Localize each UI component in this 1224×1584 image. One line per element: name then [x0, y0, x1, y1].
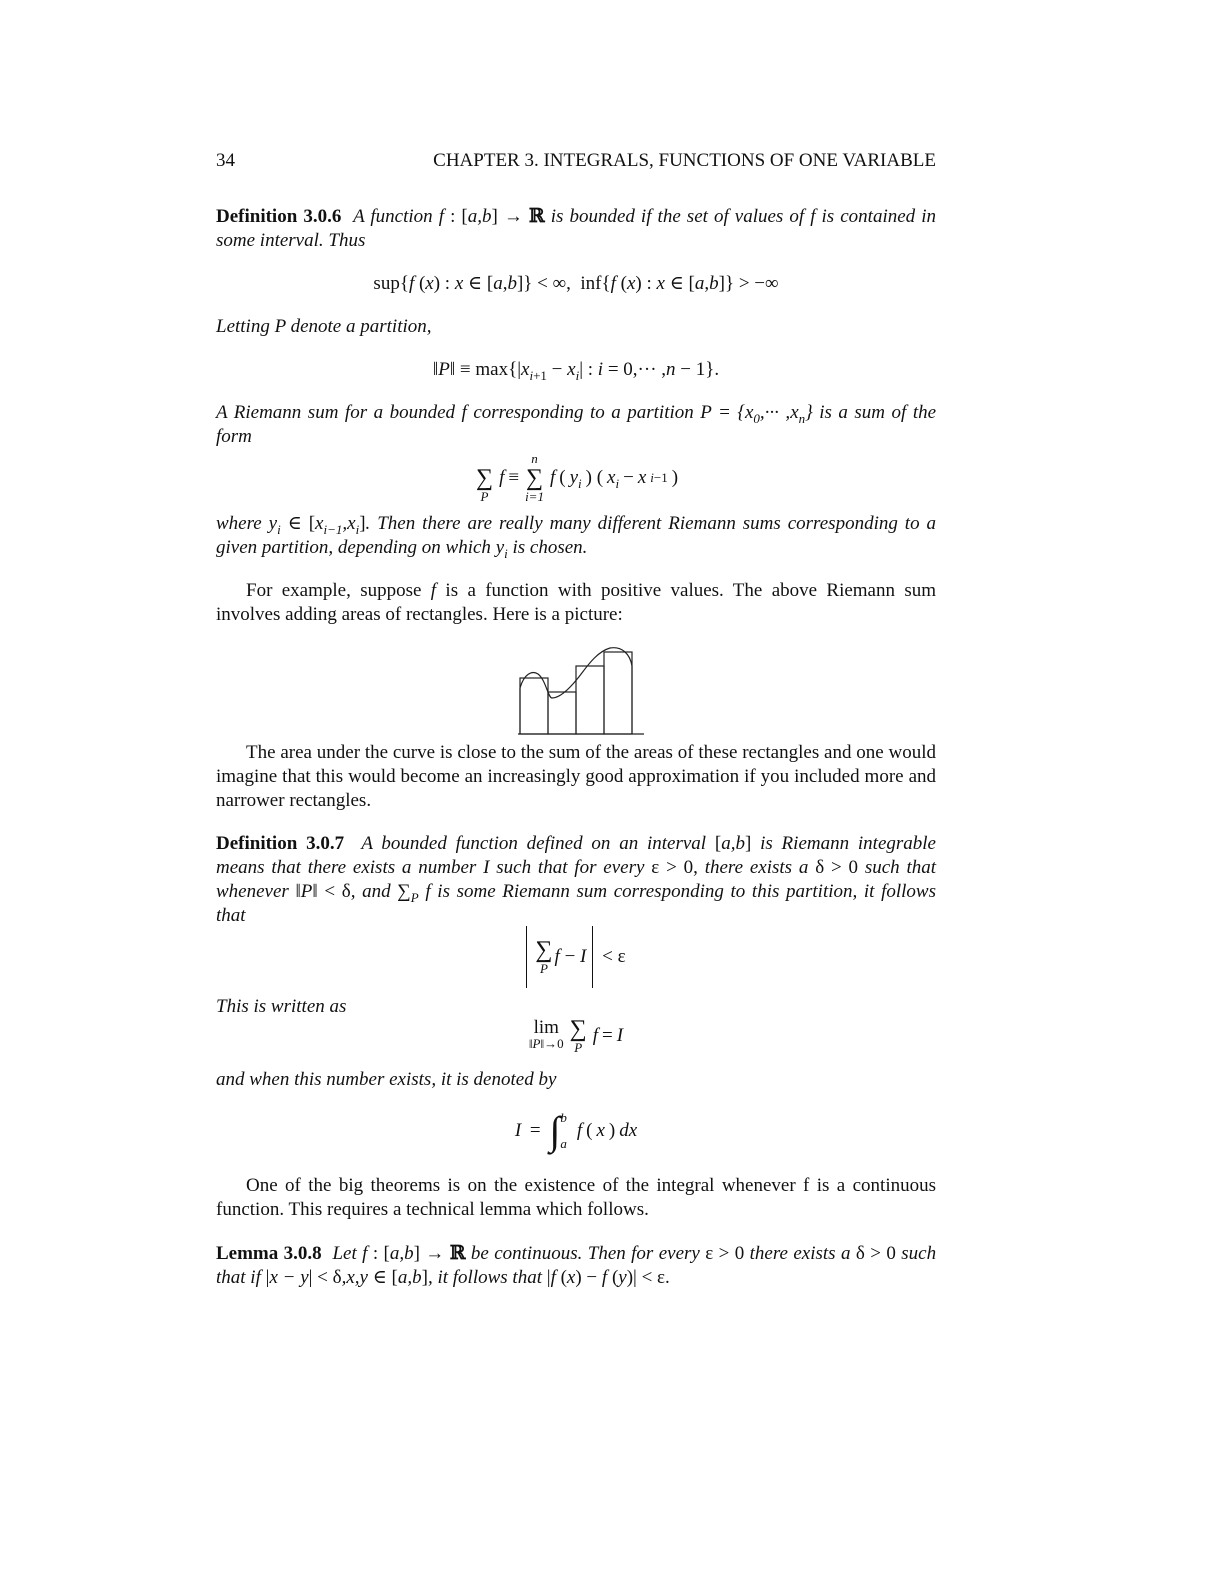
chapter-title: CHAPTER 3. INTEGRALS, FUNCTIONS OF ONE VARIABLE [433, 150, 936, 171]
lemma-label: Lemma 3.0.8 [216, 1243, 322, 1264]
example-paragraph: For example, suppose f is a function with positive values. The above Riemann sum involves adding areas of rectangles. Here is a picture: [216, 580, 937, 625]
page-header [216, 150, 936, 174]
definition-3-0-7: Definition 3.0.7 A bounded function defined on an interval [a,b] is Riemann integrable means that there exists a number I such that for every ε > 0, there exists a δ > 0 such that whenever ‖P‖ < δ, and $\sum_P$ f is some Riemann sum corresponding to this partition, it follows that [216, 833, 937, 926]
rectangle-1 [520, 678, 548, 734]
sup-inf-equation: sup{f (x) : x ∈ [a,b]} < ∞, inf{f (x) : x ∈ [a,b]} > −∞ [373, 273, 779, 294]
definition-label: Definition 3.0.6 [216, 206, 342, 227]
letting-partition-text: Letting P denote a partition, [216, 316, 432, 337]
integral-equation: I = ∫ b a f ( x ) dx [514, 1108, 638, 1153]
partition-norm-equation: ‖P‖ ≡ $\max\{|x_{i+1} - x_i|$ : i = 0,··· ,n − 1}. [432, 359, 720, 383]
denoted-by-text: and when this number exists, it is denoted by [216, 1069, 557, 1090]
area-approximation-paragraph: The area under the curve is close to the sum of the areas of these rectangles and one would imagine that this would become an increasingly good approximation if you included more and narrower rectangles. [216, 742, 936, 811]
riemann-integrable-inequality: ∑ P f − I < ε [216, 926, 936, 988]
definition-label: Definition 3.0.7 [216, 833, 345, 854]
limit-equation: lim ‖P‖→0 ∑ P f = I [528, 1016, 624, 1055]
riemann-sum-where: where $y_i$ ∈ $[x_{i-1},x_i]$. Then there are really many different Riemann sums corresponding to a given partition, depending on which $y_i$ is chosen. [216, 513, 937, 561]
riemann-rectangles-figure [518, 640, 646, 738]
riemann-sum-equation: ∑ P f ≡ n ∑ i=1 f ( $y_i$ ) ( $x_i$ − x i−1 ) [475, 451, 679, 504]
written-as-text: This is written as [216, 996, 347, 1017]
rectangle-4 [604, 652, 632, 734]
page-number: 34 [216, 150, 235, 171]
theorem-paragraph: One of the big theorems is on the existence of the integral whenever f is a continuous function. This requires a technical lemma which follows. [216, 1175, 936, 1220]
function-signature: f : [a,b] → ℝ [438, 205, 545, 227]
definition-3-0-6: Definition 3.0.6 A function f : [a,b] → ℝ is bounded if the set of values of f is contained in some interval. Thus [216, 205, 936, 251]
riemann-sum-intro: A Riemann sum for a bounded f corresponding to a partition $P = \{x_0,\cdot\cdot\cdot ,x_n\}$ is a sum of the form [216, 402, 937, 447]
rectangle-3 [576, 666, 604, 734]
lemma-3-0-8: Lemma 3.0.8 Let f : [a,b] → ℝ be continuous. Then for every ε > 0 there exists a δ > 0 such that if |x − y| < δ,x,y ∈ [a,b], it follows that |f (x) − f (y)| < ε. [216, 1242, 937, 1288]
